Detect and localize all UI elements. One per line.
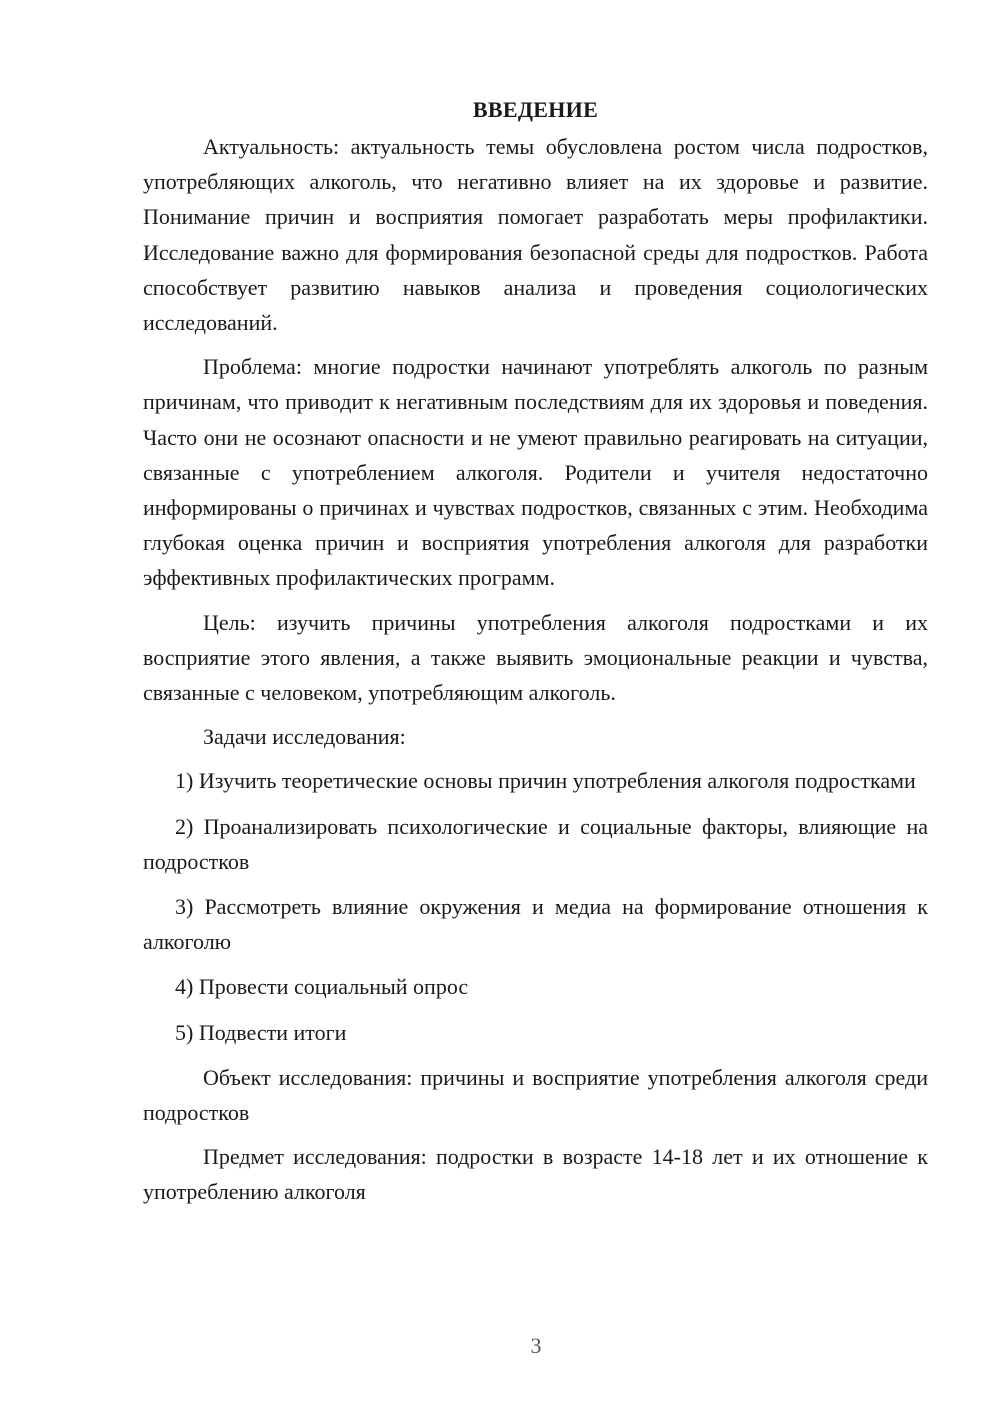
- task-item-5: 5) Подвести итоги: [175, 1019, 347, 1045]
- tasks-heading: Задачи исследования:: [203, 724, 406, 750]
- document-page: [143, 95, 928, 1219]
- object-paragraph: Объект исследования: причины и восприятие употребления алкоголя среди подростков: [143, 1064, 928, 1126]
- page-number: 3: [530, 1333, 542, 1358]
- section-title: ВВЕДЕНИЕ: [472, 97, 599, 122]
- task-item-2: 2) Проанализировать психологические и социальные факторы, влияющие на подростков: [143, 813, 928, 874]
- task-item-1: 1) Изучить теоретические основы причин употребления алкоголя подростками: [175, 768, 916, 794]
- relevance-paragraph: Актуальность: актуальность темы обусловлена ростом числа подростков, употребляющих алкоголь, что негативно влияет на их здоровье и развитие. Понимание причин и восприятия помогает разработать меры профилактики. Исследование важно для формирования безопасной среды для подростков. Работа способствует развитию навыков анализа и проведения социологических исследований.: [143, 134, 928, 336]
- problem-paragraph: Проблема: многие подростки начинают употреблять алкоголь по разным причинам, что приводит к негативным последствиям для их здоровья и поведения. Часто они не осознают опасности и не умеют правильно реагировать на ситуации, связанные с употреблением алкоголя. Родители и учителя недостаточно информированы о причинах и чувствах подростков, связанных с этим. Необходима глубокая оценка причин и восприятия употребления алкоголя для разработки эффективных профилактических программ.: [143, 354, 928, 591]
- task-item-3: 3) Рассмотреть влияние окружения и медиа на формирование отношения к алкоголю: [143, 894, 928, 955]
- goal-paragraph: Цель: изучить причины употребления алкоголя подростками и их восприятие этого явления, а также выявить эмоциональные реакции и чувства, связанные с человеком, употребляющим алкоголь.: [143, 609, 928, 706]
- subject-paragraph: Предмет исследования: подростки в возрасте 14-18 лет и их отношение к употреблению алкоголя: [143, 1144, 928, 1205]
- task-item-4: 4) Провести социальный опрос: [175, 974, 469, 1000]
